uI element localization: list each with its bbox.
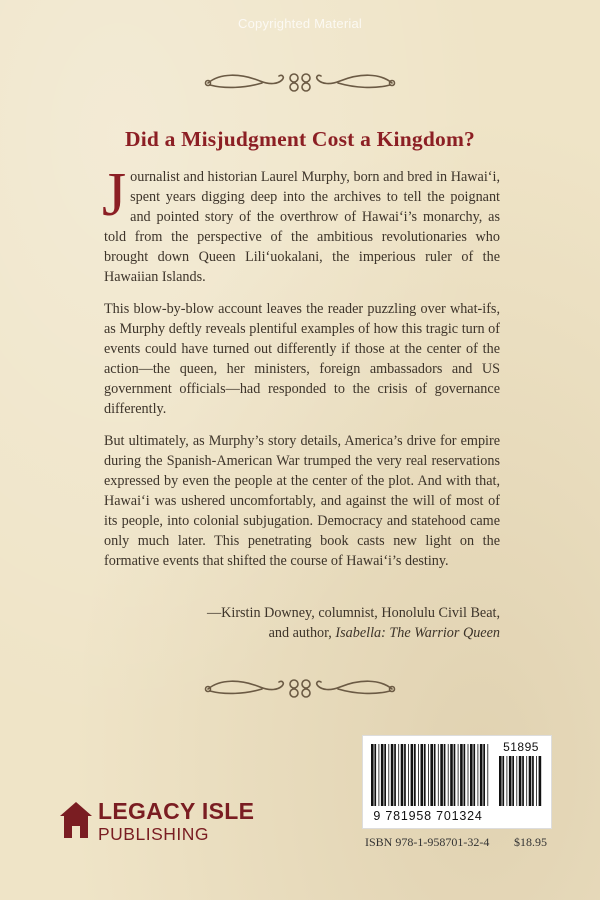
barcode-bar [448, 744, 449, 806]
barcode-main-bars [371, 744, 491, 806]
barcode-bar [483, 744, 485, 806]
barcode-bar [394, 744, 396, 806]
barcode-bar [480, 744, 483, 806]
blurb-paragraph-1-text: ournalist and historian Laurel Murphy, born and bred in Hawai‘i, spent years digging deep into the archives to tell the poignant and pointed story of the overthrow of Hawai‘i’s monarchy, as told from the perspective of the ambitious revolutionaries who brought down Queen Lili‘uokalani, the imperious ruler of the Hawaiian Islands. [104, 169, 500, 285]
barcode-bar [384, 744, 386, 806]
drop-cap: J [102, 161, 127, 229]
barcode-bar [404, 744, 406, 806]
barcode-bar [454, 744, 456, 806]
barcode-bar [502, 756, 504, 806]
barcode-bar [371, 744, 374, 806]
barcode-bar [398, 744, 399, 806]
barcode-bar [539, 756, 542, 806]
barcode-bar [379, 744, 380, 806]
barcode-bar [458, 744, 459, 806]
barcode-bar [516, 756, 517, 806]
copyright-watermark-top: Copyrighted Material [238, 16, 362, 31]
blurb-body [102, 161, 500, 583]
barcode-bar [522, 756, 524, 806]
barcode-bar [401, 744, 404, 806]
barcode-bar [444, 744, 446, 806]
isbn-barcode [362, 735, 552, 829]
barcode-number: 9 781958 701324 [373, 809, 483, 823]
barcode-bar [478, 744, 479, 806]
barcode-bar [428, 744, 429, 806]
barcode-bar [519, 756, 522, 806]
barcode-bar [509, 756, 512, 806]
barcode-bar [381, 744, 384, 806]
hut-logo-icon [58, 800, 94, 840]
attribution-prefix: and author, [268, 625, 336, 641]
publisher-logo [58, 798, 268, 846]
barcode-bar [450, 744, 453, 806]
publisher-name-line-1: LEGACY ISLE [98, 798, 255, 824]
barcode-bar [460, 744, 463, 806]
barcode-bar [414, 744, 416, 806]
barcode-bar [507, 756, 508, 806]
barcode-bar [434, 744, 436, 806]
barcode-bar [411, 744, 414, 806]
barcode-bar [418, 744, 419, 806]
attribution-line-1: —Kirstin Downey, columnist, Honolulu Civil Beat, [206, 605, 500, 621]
barcode-bar [473, 744, 475, 806]
barcode-bar [512, 756, 514, 806]
barcode-bar [468, 744, 469, 806]
barcode-addon-bars [499, 756, 543, 806]
price-text: $18.95 [514, 835, 547, 849]
barcode-bar [424, 744, 426, 806]
barcode-bar [532, 756, 534, 806]
barcode-bar [529, 756, 532, 806]
barcode-bar [388, 744, 389, 806]
back-cover-heading: Did a Misjudgment Cost a Kingdom? [124, 127, 476, 151]
barcode-bar [526, 756, 527, 806]
barcode-bar [440, 744, 443, 806]
isbn-text: ISBN 978-1-958701-32-4 [365, 835, 490, 849]
flourish-ornament-top-icon [200, 68, 400, 94]
barcode-bar [391, 744, 394, 806]
attribution-line-2 [104, 623, 500, 643]
publisher-name-line-2: PUBLISHING [98, 824, 209, 844]
endorsement-attribution [104, 603, 500, 643]
barcode-bar [374, 744, 376, 806]
barcode-bar [499, 756, 502, 806]
barcode-bar [487, 744, 488, 806]
barcode-bar [470, 744, 473, 806]
barcode-bar [536, 756, 537, 806]
blurb-paragraph-2: This blow-by-blow account leaves the reader puzzling over what-ifs, as Murphy deftly reveals plentiful examples of how this tragic turn of events could have turned out differently if those at the center of the action—the queen, her ministers, foreign ambassadors and US government officials—had responded to the crisis of governance differently. [104, 301, 500, 417]
barcode-bar [438, 744, 439, 806]
blurb-paragraph-1 [102, 161, 500, 287]
blurb-paragraph-3: But ultimately, as Murphy’s story details, America’s drive for empire during the Spanish-American War trumped the very real reservations expressed by even the people at the center of the plot. And with that, Hawai‘i was ushered uncomfortably, and against the will of most of its people, into colonial subjugation. Democracy and statehood came only much later. This penetrating book casts new light on the formative events that shifted the course of Hawai‘i’s destiny. [104, 433, 500, 569]
barcode-bar [430, 744, 433, 806]
attribution-book-title: Isabella: The Warrior Queen [335, 625, 500, 641]
barcode-bar [408, 744, 409, 806]
barcode-bar [464, 744, 466, 806]
barcode-addon-number: 51895 [503, 740, 539, 754]
flourish-ornament-bottom-icon [200, 674, 400, 700]
barcode-bar [421, 744, 424, 806]
